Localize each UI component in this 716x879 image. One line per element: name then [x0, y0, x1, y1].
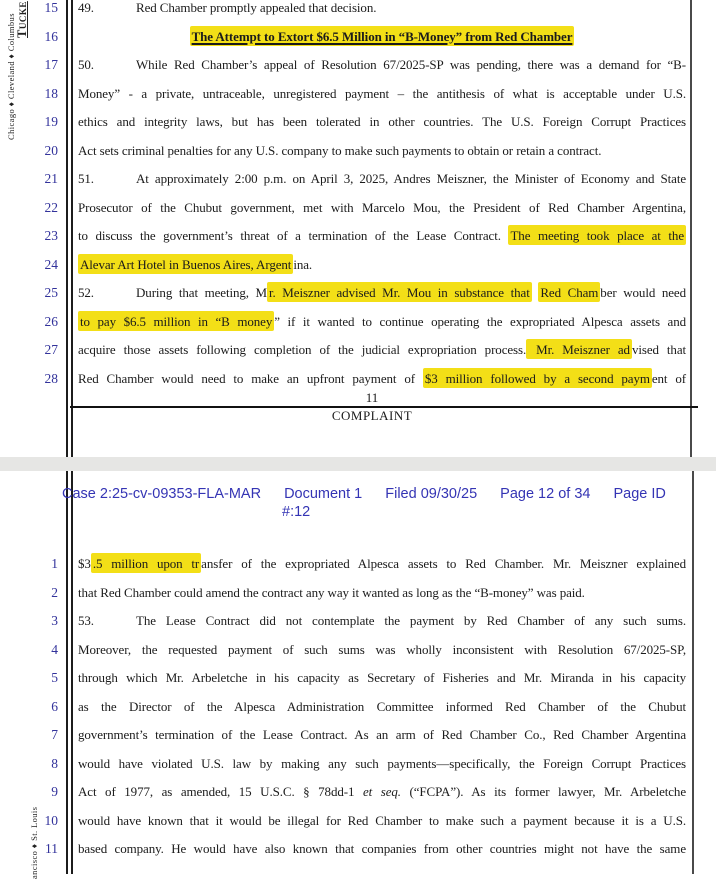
- text-segment: would have violated U.S. law by making any such payments—specifically, the Foreign Corrupt Practices: [78, 755, 686, 771]
- text-segment: ethics and integrity laws, but has been tolerated in other countries. The U.S. Foreign Corrupt Practices: [78, 114, 686, 129]
- document-line: [78, 0, 686, 23]
- text-segment: ina.: [293, 256, 313, 272]
- text-segment: ent of: [651, 370, 686, 386]
- document-line: [78, 807, 686, 836]
- text-segment: to discuss the government’s threat of a termination of the Lease Contract.: [78, 228, 509, 243]
- line-number: 22: [44, 199, 58, 215]
- highlighted-text: $3 million followed by a second paym: [423, 368, 652, 388]
- document-line: [78, 835, 686, 864]
- text-segment: While Red Chamber’s appeal of Resolution 67/2025-SP was pending, there was a demand for “B-: [136, 57, 686, 72]
- line-number: 21: [44, 171, 58, 186]
- line-number: 20: [44, 142, 58, 158]
- line-number: 8: [51, 755, 58, 771]
- document-line: [78, 664, 686, 693]
- text-segment: vised that: [631, 342, 687, 357]
- line-number-column: [18, 0, 58, 393]
- pleading-left-rule-outer: [66, 0, 68, 457]
- case-stamp-page-id: #:12: [282, 504, 311, 520]
- document-line: [78, 778, 686, 807]
- stamp-segment: Case 2:25-cv-09353-FLA-MAR: [62, 486, 262, 502]
- pleading-right-rule: [690, 0, 692, 457]
- line-number: 26: [44, 313, 58, 329]
- text-segment: The Lease Contract did not contemplate the payment by Red Chamber of any such sums.: [136, 613, 686, 628]
- document-line: [78, 750, 686, 779]
- letterhead-firm-name: Tucke: [15, 1, 29, 38]
- text-segment: through which Mr. Arbeletche in his capacity as Secretary of Fisheries and Mr. Miranda in his capacity: [78, 670, 686, 685]
- document-line: [78, 222, 686, 251]
- paragraph-number: 49.: [78, 0, 94, 15]
- document-line: [78, 365, 686, 394]
- line-number: 3: [51, 613, 58, 628]
- text-segment: Act sets criminal penalties for any U.S. company to make such payments to obtain or retain a contract.: [78, 142, 602, 158]
- line-number: 10: [44, 812, 58, 828]
- line-number: 19: [44, 114, 58, 129]
- document-line: [78, 194, 686, 223]
- pleading-left-rule-inner: [71, 471, 73, 874]
- text-segment: ” if it wanted to continue operating the expropriated Alpesca assets and: [274, 313, 686, 329]
- letterhead-cities: Chicago ♦ Cleveland ♦ Columbus: [6, 13, 16, 140]
- line-number: 5: [51, 670, 58, 685]
- case-stamp: [62, 486, 666, 502]
- text-segment: Act of 1977, as amended, 15 U.S.C. § 78dd-1: [78, 784, 363, 799]
- document-line: [78, 721, 686, 750]
- line-number: 25: [44, 285, 58, 300]
- pleading-right-rule: [692, 471, 694, 874]
- body-text-column: [78, 550, 686, 864]
- stamp-segment: Page ID: [613, 486, 666, 502]
- document-line: [78, 279, 686, 308]
- line-number: 27: [44, 342, 58, 357]
- paragraph-number: 50.: [78, 57, 94, 72]
- stamp-segment: Filed 09/30/25: [385, 486, 478, 502]
- text-segment: Prosecutor of the Chubut government, met with Marcelo Mou, the President of Red Chamber Argentina,: [78, 199, 686, 215]
- document-line: [78, 251, 686, 280]
- stamp-segment: Document 1: [284, 486, 363, 502]
- footer-title: COMPLAINT: [331, 408, 413, 423]
- text-segment: $3: [78, 556, 91, 571]
- text-segment: government’s termination of the Lease Contract. As an arm of Red Chamber Co., Red Chamber Argentina: [78, 727, 686, 742]
- document-line: [78, 336, 686, 365]
- document-line: [78, 693, 686, 722]
- line-number: 4: [51, 641, 58, 657]
- document-line: [78, 308, 686, 337]
- line-number: 24: [44, 256, 58, 272]
- document-line: [78, 579, 686, 608]
- line-number-column: [18, 550, 58, 864]
- line-number: 11: [45, 841, 58, 856]
- text-segment: that Red Chamber could amend the contract any way it wanted as long as the “B-money” was paid.: [78, 584, 585, 600]
- text-segment: et seq.: [362, 784, 401, 799]
- highlighted-text: Mr. Meiszner ad: [526, 339, 632, 359]
- text-segment: Money” - a private, untraceable, unregistered payment – the antithesis of what is acceptable under U.S.: [78, 85, 686, 101]
- document-page-12: [0, 471, 716, 879]
- document-line: [78, 636, 686, 665]
- highlighted-text: Red Cham: [538, 282, 600, 302]
- line-number: 16: [44, 28, 58, 44]
- line-number: 15: [44, 0, 58, 15]
- text-segment: would have known that it would be illegal for Red Chamber to make such a payment because it is a U.S.: [78, 812, 686, 828]
- text-segment: acquire those assets following completion of the judicial expropriation process.: [78, 342, 527, 357]
- highlighted-text: to pay $6.5 million in “B money: [78, 311, 274, 331]
- paragraph-number: 51.: [78, 171, 94, 186]
- text-segment: Red Chamber promptly appealed that decision.: [136, 0, 377, 15]
- text-segment: At approximately 2:00 p.m. on April 3, 2025, Andres Meiszner, the Minister of Economy and State: [136, 171, 686, 186]
- text-segment: During that meeting, M: [136, 285, 268, 300]
- document-line: [78, 108, 686, 137]
- stamp-segment: Page 12 of 34: [500, 486, 591, 502]
- highlighted-text: The Attempt to Extort $6.5 Million in “B-Money” from Red Chamber: [190, 26, 575, 46]
- page-gap: [0, 457, 716, 471]
- highlighted-text: r. Meiszner advised Mr. Mou in substance that: [267, 282, 532, 302]
- line-number: 18: [44, 85, 58, 101]
- text-segment: Red Chamber would need to make an upfront payment of: [78, 370, 423, 386]
- letterhead-cities: ancisco ♦ St. Louis: [29, 806, 39, 879]
- text-segment: (“FCPA”). As its former lawyer, Mr. Arbeletche: [400, 784, 687, 799]
- highlighted-text: Alevar Art Hotel in Buenos Aires, Argent: [78, 254, 293, 274]
- text-segment: ber would need: [600, 285, 687, 300]
- line-number: 9: [51, 784, 58, 799]
- text-segment: Moreover, the requested payment of such sums was wholly inconsistent with Resolution 67/2025-SP,: [78, 641, 686, 657]
- pleading-left-rule-inner: [71, 0, 73, 457]
- pleading-left-rule-outer: [66, 471, 68, 874]
- section-heading-line: [78, 23, 686, 52]
- document-line: [78, 550, 686, 579]
- line-number: 7: [51, 727, 58, 742]
- document-line: [78, 607, 686, 636]
- line-number: 17: [44, 57, 58, 72]
- line-number: 1: [51, 556, 58, 571]
- text-segment: based company. He would have also known that companies from other countries might not have the same: [78, 841, 686, 856]
- text-segment: as the Director of the Alpesca Administration Committee informed Red Chamber of the Chubut: [78, 698, 686, 714]
- line-number: 2: [51, 584, 58, 600]
- document-line: [78, 51, 686, 80]
- highlighted-text: .5 million upon tr: [91, 553, 201, 573]
- document-line: [78, 165, 686, 194]
- document-line: [78, 80, 686, 109]
- document-line: [78, 137, 686, 166]
- text-segment: ansfer of the expropriated Alpesca assets to Red Chamber. Mr. Meiszner explained: [201, 556, 687, 571]
- paragraph-number: 52.: [78, 285, 94, 300]
- line-number: 6: [51, 698, 58, 714]
- paragraph-number: 53.: [78, 613, 94, 628]
- highlighted-text: The meeting took place at the: [508, 225, 686, 245]
- line-number: 23: [44, 228, 58, 243]
- body-text-column: [78, 0, 686, 393]
- line-number: 28: [44, 370, 58, 386]
- page-number: 11: [365, 390, 379, 405]
